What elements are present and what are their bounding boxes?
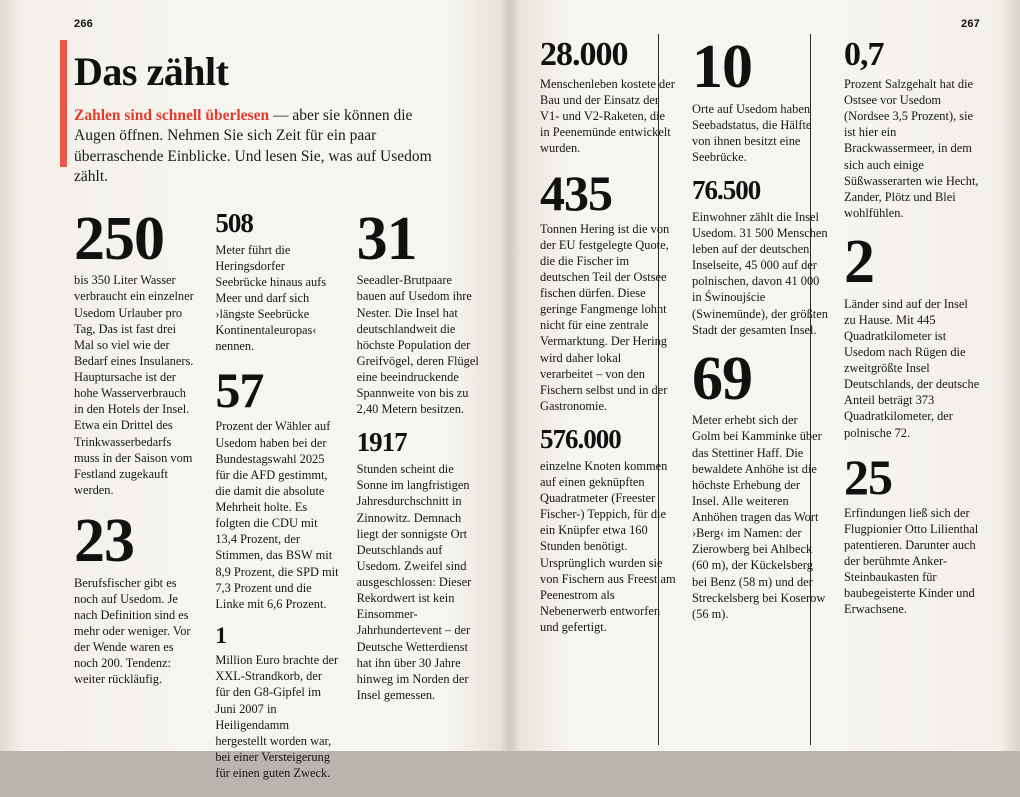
fact-block (74, 507, 197, 687)
fact-text: Prozent der Wähler auf Usedom haben bei der Bundestagswahl 2025 für die AFD gestimmt, die damit die absolute Mehrheit holte. Es folgten die CDU mit 13,4 Prozent, der Stimmen, das BSW mit 8,9 Prozent, die SPD mit 7,3 Prozent und die Linke mit 6,6 Prozent. (215, 419, 339, 611)
fact-number: 435 (540, 164, 612, 221)
right-page (510, 0, 1020, 751)
fact-text: Prozent Salzgehalt hat die Ostsee vor Usedom (Nordsee 3,5 Prozent), sie ist hier ein Brackwassermeer, in dem sich auch einige Süßwasserarten wie Hecht, Zander, Plötz und Blei wohlfühlen. (844, 76, 979, 220)
right-column-1 (540, 36, 676, 651)
fact-block (540, 424, 676, 635)
fact-block (215, 207, 338, 355)
left-column-1 (74, 204, 197, 797)
fact-text: Meter erhebt sich der Golm bei Kamminke über das Stettiner Haff. Die bewaldete Anhöhe ist die höchste Erhebung der Insel. Alle weiteren Anhöhen tragen das Wort ›Berg‹ im Namen: der Zierowberg bei Ahlbeck (60 m), der Kückelsberg bei Benz (58 m) und der Streckelsberg bei Koserow (56 m). (692, 413, 826, 621)
fact-block (844, 448, 980, 618)
page-number-right: 267 (961, 18, 980, 30)
fact-block (356, 204, 480, 418)
fact-text: Million Euro brachte der XXL-Strandkorb, der für den G8-Gipfel im Juni 2007 in Heiligendamm hergestellt worden war, bei einer Versteigerung für einen guten Zweck. (215, 653, 339, 781)
page-number-left: 266 (74, 18, 93, 30)
fact-text: Einwohner zählt die Insel Usedom. 31 500 Menschen leben auf der deutschen Inselseite, 45 000 auf der polnischen, davon 41 000 in Świnoujście (Swinemünde), der größten Stadt der gesamten Insel. (692, 209, 828, 337)
fact-number: 10 (692, 33, 752, 101)
fact-number: 28.000 (540, 36, 628, 73)
fact-block (692, 175, 828, 338)
fact-text: Meter führt die Heringsdorfer Seebrücke hinaus aufs Meer und darf sich ›längste Seebrücke Kontinentaleuropas‹ nennen. (215, 242, 327, 354)
fact-block (540, 36, 676, 157)
lede-paragraph (74, 106, 444, 188)
fact-number: 57 (215, 362, 264, 419)
fact-number: 0,7 (844, 36, 884, 73)
fact-block (215, 362, 339, 612)
fact-text: Tonnen Hering ist die von der EU festgelegte Quote, die die Fischer im deutschen Teil der Ostsee fischen dürfen. Diese geringe Fangmenge lohnt nicht für eine zentrale Vermarktung. Der Hering wird daher lokal verarbeitet – von den Fischern selbst und in der Gastronomie. (540, 221, 670, 413)
right-column-3 (844, 36, 980, 651)
fact-block (356, 427, 480, 703)
lede-rest: — aber sie können die Augen öffnen. Nehmen Sie sich Zeit für ein paar überraschende Einblicke. Und lesen Sie, was auf Usedom zählt. (74, 107, 432, 186)
fact-number: 2 (844, 228, 874, 297)
fact-text: einzelne Knoten kommen auf einen geknüpften Quadratmeter (Freester Fischer-) Teppich, für die ein Knüpfer etwa 160 Stunden benötigt. Ursprünglich wurden sie von Fischern aus Freest am Peenestrom als Nebenerwerb entworfen und gefertigt. (540, 458, 676, 635)
fact-number: 69 (692, 344, 752, 413)
fact-number: 576.000 (540, 424, 621, 455)
fact-text: Stunden scheint die Sonne im langfristigen Jahresdurchschnitt in Zinnowitz. Demnach liegt der sonnigste Ort Deutschlands auf Usedom. Zweifel sind ausgeschlossen: Dieser Rekordwert ist kein Einsommer-Jahrhundertevent – der Deutsche Wetterdienst hat ihn über 30 Jahre hinweg im Norden der Insel gemessen. (356, 462, 472, 702)
fact-block (692, 33, 828, 165)
right-columns (540, 33, 980, 651)
fact-text: Berufsfischer gibt es noch auf Usedom. Je nach Definition sind es mehr oder weniger. Vor der Wende waren es noch 200. Tendenz: weiter rückläufig. (74, 575, 191, 687)
fact-block (74, 204, 197, 498)
fact-block (844, 36, 980, 221)
fact-number: 1917 (356, 427, 407, 458)
red-accent-bar (60, 40, 67, 167)
fact-number: 250 (74, 204, 164, 273)
right-column-2 (692, 33, 828, 651)
left-column-2 (215, 207, 339, 797)
left-column-3 (356, 204, 480, 797)
fact-number: 76.500 (692, 175, 761, 206)
fact-text: Erfindungen ließ sich der Flugpionier Otto Lilienthal patentieren. Darunter auch der berühmte Anker-Steinbaukasten für baubegeisterte Kinder und Erwachsene. (844, 505, 979, 617)
page-title: Das zählt (74, 49, 229, 94)
fact-block (540, 164, 676, 415)
left-columns (74, 204, 480, 797)
lede-highlight: Zahlen sind schnell überlesen (74, 107, 270, 124)
fact-number: 31 (356, 204, 417, 273)
fact-text: Menschenleben kostete der Bau und der Einsatz der V1- und V2-Raketen, die in Peenemünde entwickelt wurden. (540, 76, 675, 156)
left-page (0, 0, 510, 781)
fact-number: 23 (74, 507, 134, 576)
fact-number: 508 (215, 207, 253, 238)
fact-number: 1 (215, 622, 226, 648)
fact-block (844, 228, 980, 441)
fact-block (692, 344, 828, 622)
fact-text: Länder sind auf der Insel zu Hause. Mit 445 Quadratkilometer ist Usedom nach Rügen die zweitgrößte Insel Deutschlands, der deutsche Anteil beträgt 373 Quadratkilometer, der polnische 72. (844, 296, 980, 440)
fact-text: Seeadler-Brutpaare bauen auf Usedom ihre Nester. Die Insel hat deutschlandweit die höchste Population der Greifvögel, deren Flügel eine beeindruckende Spannweite von bis zu 2,40 Metern besitzen. (356, 273, 479, 417)
fact-text: bis 350 Liter Wasser verbraucht ein einzelner Usedom Urlauber pro Tag, Das ist fast drei Mal so viel wie der Bedarf eines Insulaners. Hauptursache ist der hohe Wasserverbrauch in den Hotels der Insel. Etwa ein Drittel des Trinkwasserbedarfs muss in der Saison vom Festland zugekauft werden. (74, 273, 194, 497)
fact-text: Orte auf Usedom haben Seebadstatus, die Hälfte von ihnen besitzt eine Seebrücke. (692, 101, 812, 164)
fact-block (215, 622, 339, 781)
fact-number: 25 (844, 448, 892, 505)
